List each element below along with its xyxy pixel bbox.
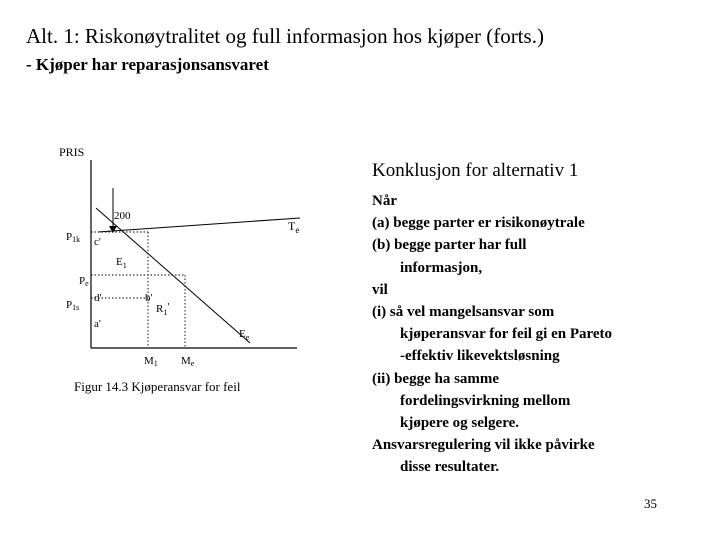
conclusion-line: (ii) begge ha samme: [372, 370, 500, 387]
label-m1: M1: [144, 355, 158, 368]
label-pe: Pe: [79, 275, 89, 288]
slide-subtitle: - Kjøper har reparasjonsansvaret: [26, 55, 269, 74]
conclusion-line: vil: [372, 281, 388, 298]
conclusion-line: (b) begge parter har full: [372, 237, 527, 254]
slide-title: Alt. 1: Riskonøytralitet og full informasjon hos kjøper (forts.): [26, 24, 544, 48]
conclusion-heading: Konklusjon for alternativ 1: [372, 160, 579, 181]
label-dprime: d': [94, 292, 102, 304]
conclusion-line: kjøperansvar for feil gi en Pareto: [400, 326, 613, 343]
label-aprime: a': [94, 318, 101, 330]
label-p1s: P1s: [66, 299, 80, 312]
label-te: $T_e$: [288, 219, 300, 235]
conclusion-body: [372, 190, 712, 479]
conclusion-line: disse resultater.: [400, 459, 500, 476]
label-e1: $E_1$: [116, 256, 127, 270]
conclusion-line: Når: [372, 193, 397, 209]
figure-caption: Figur 14.3 Kjøperansvar for feil: [74, 379, 241, 394]
curve-supply: [96, 208, 250, 343]
axis-y-label: PRIS: [59, 145, 85, 159]
conclusion-line: Ansvarsregulering vil ikke påvirke: [372, 437, 595, 454]
label-bprime: b': [145, 292, 153, 304]
conclusion-line: kjøpere og selgere.: [400, 415, 519, 432]
label-me: Me: [181, 355, 195, 368]
conclusion-line: fordelingsvirkning mellom: [400, 392, 571, 409]
label-p1k: P1k: [66, 231, 81, 244]
conclusion-line: -effektiv likevektsløsning: [400, 348, 560, 365]
label-r1prime: $R_1'$: [156, 301, 170, 317]
label-cprime: c': [94, 236, 101, 248]
conclusion-line: (i) så vel mangelsansvar som: [372, 304, 555, 321]
conclusion-line: informasjon,: [400, 259, 483, 276]
label-ee: $E_e$: [239, 328, 250, 342]
slide-number: 35: [644, 496, 657, 511]
label-200: 200: [114, 210, 131, 222]
conclusion-line: (a) begge parter er risikonøytrale: [372, 215, 585, 232]
